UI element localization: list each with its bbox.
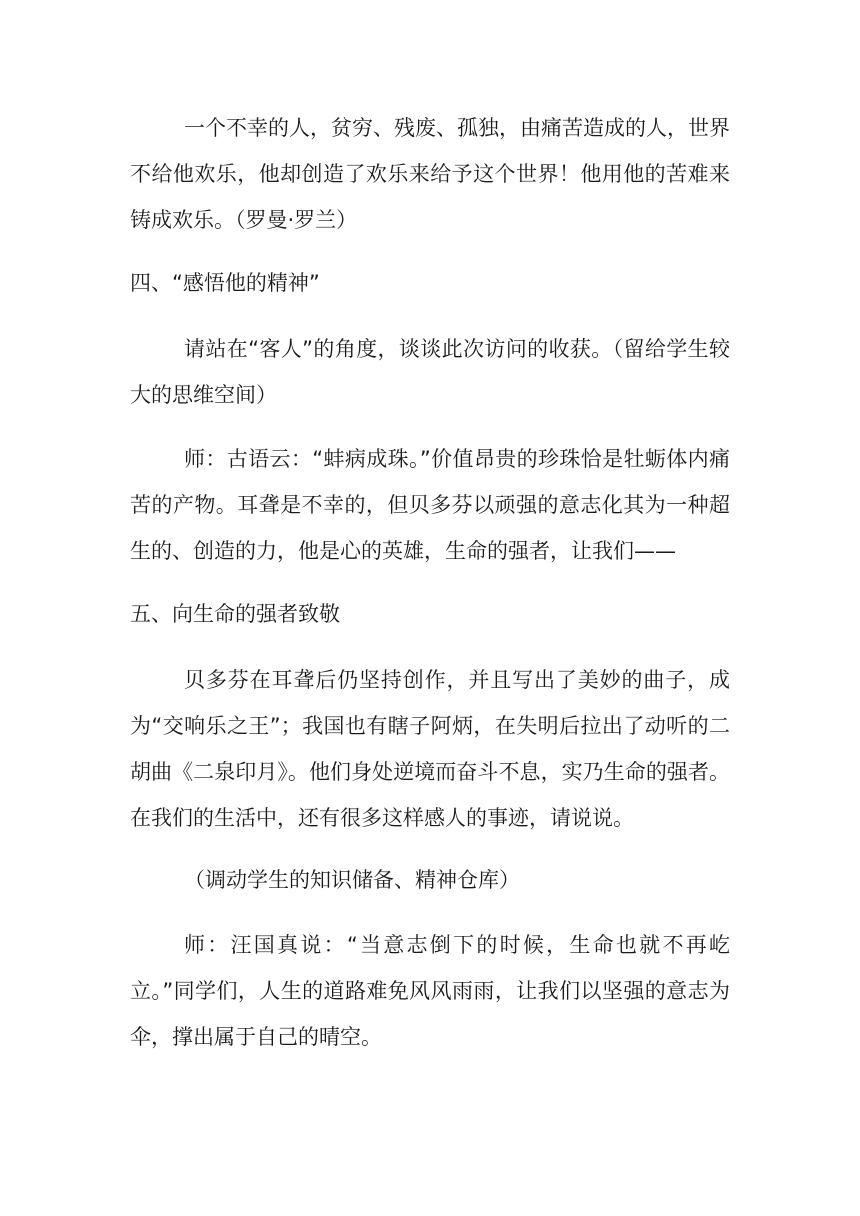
section-heading-five: 五、向生命的强者致敬 <box>130 602 340 626</box>
paragraph-teacher-wang-guozhen: 师：汪国真说：“当意志倒下的时候，生命也就不再屹立。”同学们，人生的道路难免风风雨雨，让我们以坚强的意志为伞，撑出属于自己的晴空。 <box>130 933 730 1049</box>
section-heading-four: 四、“感悟他的精神” <box>130 271 320 295</box>
paragraph-guest-perspective: 请站在“客人”的角度，谈谈此次访问的收获。（留给学生较大的思维空间） <box>130 337 730 407</box>
paragraph-romain-rolland-quote: 一个不幸的人，贫穷、残废、孤独，由痛苦造成的人，世界不给他欢乐，他却创造了欢乐来给予这个世界！他用他的苦难来铸成欢乐。（罗曼·罗兰） <box>130 116 730 232</box>
paragraph-teacher-pearl: 师：古语云：“蚌病成珠。”价值昂贵的珍珠恰是牡蛎体内痛苦的产物。耳聋是不幸的，但贝多芬以顽强的意志化其为一种超生的、创造的力，他是心的英雄，生命的强者，让我们—— <box>130 447 730 563</box>
paragraph-note-knowledge: （调动学生的知识储备、精神仓库） <box>184 868 520 892</box>
paragraph-beethoven-abing: 贝多芬在耳聋后仍坚持创作，并且写出了美妙的曲子，成为“交响乐之王”；我国也有瞎子阿炳，在失明后拉出了动听的二胡曲《二泉印月》。他们身处逆境而奋斗不息，实乃生命的强者。在我们的生活中，还有很多这样感人的事迹，请说说。 <box>130 668 730 830</box>
